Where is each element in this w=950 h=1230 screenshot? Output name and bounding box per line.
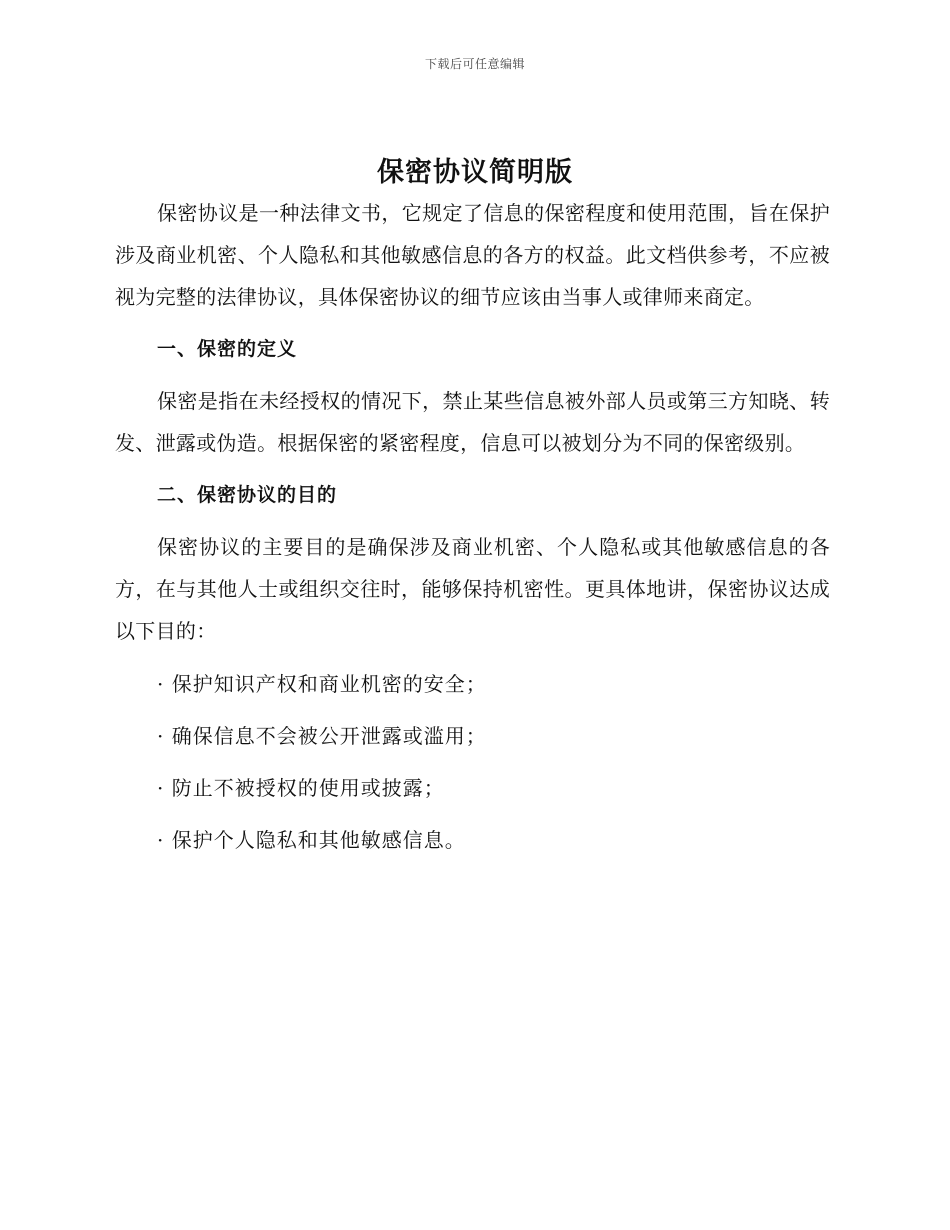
section-body-definition: 保密是指在未经授权的情况下，禁止某些信息被外部人员或第三方知晓、转发、泄露或伪造。根据保密的紧密程度，信息可以被划分为不同的保密级别。 bbox=[115, 389, 830, 455]
list-item: · 防止不被授权的使用或披露； bbox=[157, 776, 445, 800]
header-note: 下载后可任意编辑 bbox=[424, 57, 525, 71]
purpose-bullet-list bbox=[115, 658, 830, 866]
list-item: · 保护个人隐私和其他敏感信息。 bbox=[157, 828, 466, 852]
intro-paragraph: 保密协议是一种法律文书，它规定了信息的保密程度和使用范围，旨在保护涉及商业机密、个人隐私和其他敏感信息的各方的权益。此文档供参考，不应被视为完整的法律协议，具体保密协议的细节应该由当事人或律师来商定。 bbox=[115, 201, 830, 309]
section-heading-purpose: 二、保密协议的目的 bbox=[157, 484, 338, 506]
section-heading-definition: 一、保密的定义 bbox=[157, 338, 298, 360]
document-body bbox=[115, 192, 830, 866]
list-item: · 保护知识产权和商业机密的安全； bbox=[157, 672, 487, 696]
document-title: 保密协议简明版 bbox=[377, 157, 573, 188]
list-item: · 确保信息不会被公开泄露或滥用； bbox=[157, 724, 487, 748]
section-body-purpose: 保密协议的主要目的是确保涉及商业机密、个人隐私或其他敏感信息的各方，在与其他人士或组织交往时，能够保持机密性。更具体地讲，保密协议达成以下目的： bbox=[115, 535, 830, 643]
